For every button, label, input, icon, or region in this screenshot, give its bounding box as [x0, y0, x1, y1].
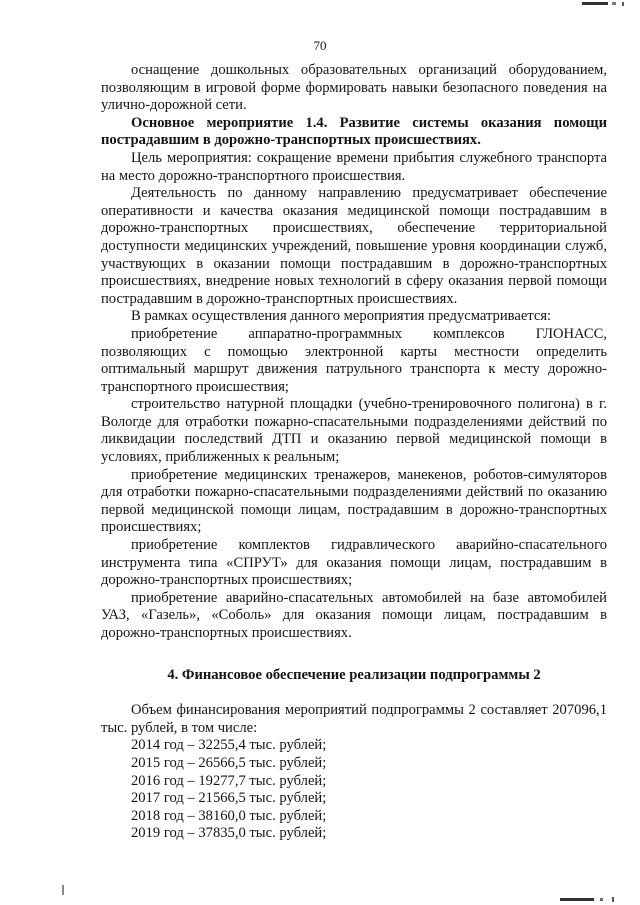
funding-intro: Объем финансирования мероприятий подпрограммы 2 составляет 207096,1 тыс. рублей, в том числе: — [101, 702, 607, 736]
funding-year-2015: 2015 год – 26566,5 тыс. рублей; — [131, 754, 327, 771]
list-item-sprut: приобретение комплектов гидравлического аварийно-спасательного инструмента типа «СПРУТ» для оказания помощи лицам, пострадавшим в дорожно-транспортных происшествиях; — [101, 537, 607, 589]
page-number: 70 — [313, 38, 327, 53]
scan-mark-bottom-left — [62, 885, 64, 895]
measure-heading: Основное мероприятие 1.4. Развитие системы оказания помощи пострадавшим в дорожно-транспортных происшествиях. — [101, 114, 607, 149]
scan-mark-bottom-right — [550, 893, 640, 905]
paragraph-goal: Цель мероприятия: сокращение времени прибытия служебного транспорта на место дорожно-транспортного происшествия. — [101, 149, 607, 184]
scan-mark-top-right — [530, 0, 640, 10]
list-item-vehicles: приобретение аварийно-спасательных автомобилей на базе автомобилей УАЗ, «Газель», «Соболь» для оказания помощи лицам, пострадавшим в дорожно-транспортных происшествиях. — [101, 589, 607, 641]
funding-year-2018: 2018 год – 38160,0 тыс. рублей; — [131, 807, 327, 824]
paragraph-activity: Деятельность по данному направлению предусматривает обеспечение оперативности и качества оказания медицинской помощи пострадавшим в дорожно-транспортных происшествиях, обеспечение территориальной доступности медицинских учреждений, повышение уровня координации служб, участвующих в оказании помощи пострадавшим в дорожно-транспортных происшествиях, внедрение новых технологий в сферу оказания первой помощи пострадавшим в дорожно-транспортных происшествиях. — [101, 185, 607, 307]
paragraph-intro: оснащение дошкольных образовательных организаций оборудованием, позволяющим в игровой форме формировать навыки безопасного поведения на улично-дорожной сети. — [101, 62, 607, 114]
paragraph-provisions: В рамках осуществления данного мероприятия предусматривается: — [131, 308, 552, 325]
list-item-training-ground: строительство натурной площадки (учебно-тренировочного полигона) в г. Вологде для отработки пожарно-спасательными подразделениями действий по ликвидации последствий ДТП и оказанию первой медицинской помощи в условиях, приближенных к реальным; — [101, 396, 607, 466]
list-item-glonass: приобретение аппаратно-программных комплексов ГЛОНАСС, позволяющих с помощью электронной карты местности определить оптимальный маршрут движения патрульного транспорта к месту дорожно-транспортного происшествия; — [101, 325, 607, 395]
section-heading: 4. Финансовое обеспечение реализации подпрограммы 2 — [167, 666, 541, 683]
document-body — [101, 62, 607, 843]
funding-year-2016: 2016 год – 19277,7 тыс. рублей; — [131, 772, 327, 789]
funding-year-2019: 2019 год – 37835,0 тыс. рублей; — [131, 825, 327, 842]
list-item-simulators: приобретение медицинских тренажеров, манекенов, роботов-симуляторов для отработки пожарно-спасательными подразделениями действий по оказанию первой медицинской помощи лицам, пострадавшим в дорожно-транспортных происшествиях; — [101, 466, 607, 536]
funding-year-2017: 2017 год – 21566,5 тыс. рублей; — [131, 790, 327, 807]
funding-year-2014: 2014 год – 32255,4 тыс. рублей; — [131, 737, 327, 754]
